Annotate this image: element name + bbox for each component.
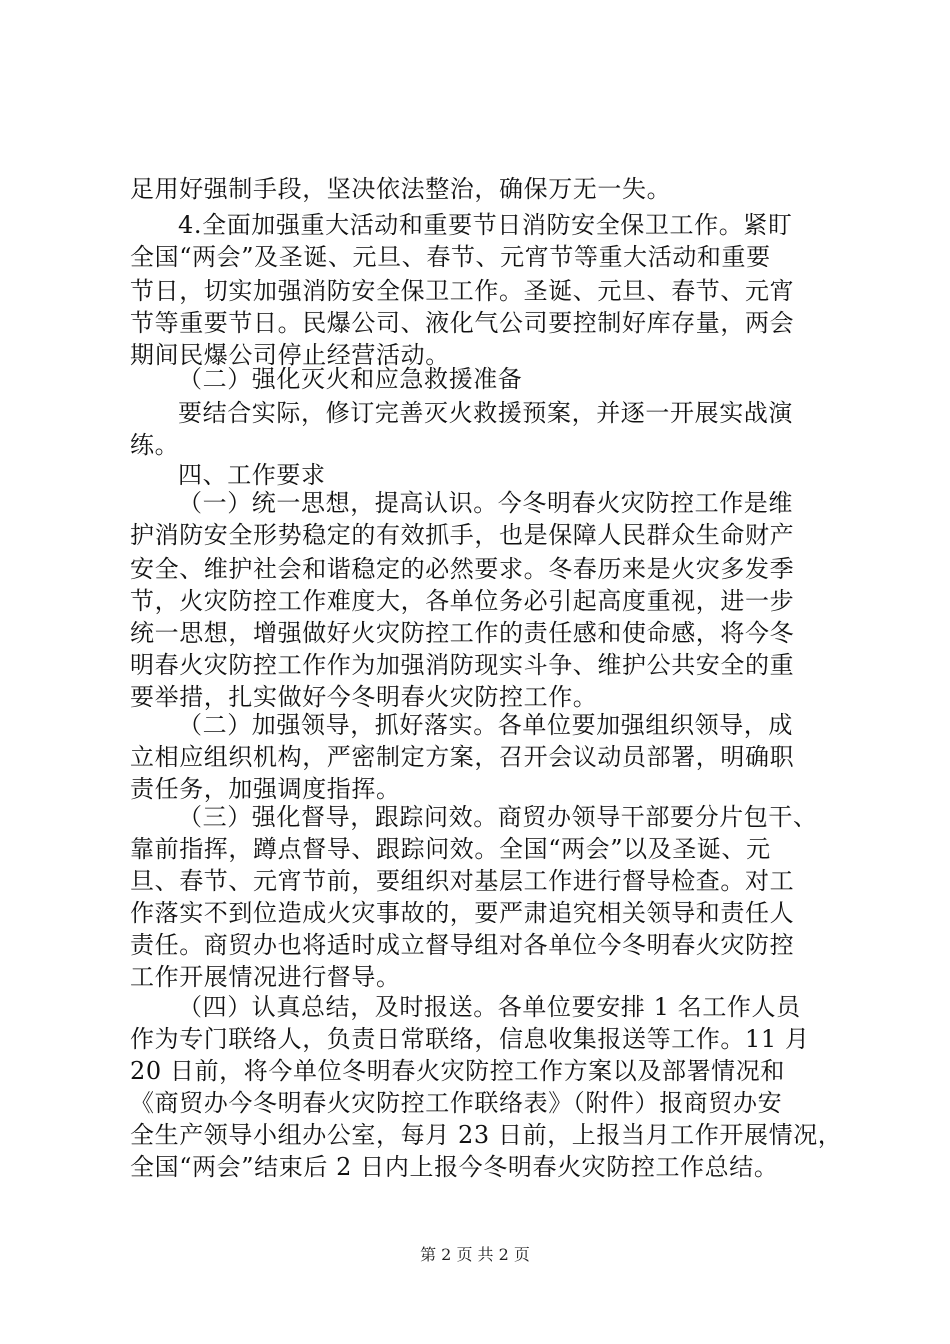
text-line: 立相应组织机构，严密制定方案，召开会议动员部署，明确职	[130, 743, 795, 771]
text-line: 《商贸办今冬明春火灾防控工作联络表》（附件）报商贸办安	[130, 1089, 783, 1117]
text-line: 责任务，加强调度指挥。	[130, 775, 401, 803]
text-line: 节日，切实加强消防安全保卫工作。圣诞、元旦、春节、元宵	[130, 277, 795, 305]
text-line: 20 日前，将今单位冬明春火灾防控工作方案以及部署情况和	[130, 1057, 785, 1085]
text-line: 足用好强制手段，坚决依法整治，确保万无一失。	[130, 175, 672, 203]
text-line: 全国“两会”及圣诞、元旦、春节、元宵节等重大活动和重要	[130, 243, 771, 271]
text-line: （二）强化灭火和应急救援准备	[178, 365, 523, 393]
text-line: 责任。商贸办也将适时成立督导组对各单位今冬明春火灾防控	[130, 931, 795, 959]
text-line: 四、工作要求	[178, 461, 326, 489]
text-line: （四）认真总结，及时报送。各单位要安排 1 名工作人员	[178, 993, 801, 1021]
page-footer: 第 2 页 共 2 页	[420, 1245, 530, 1264]
text-line: 统一思想，增强做好火灾防控工作的责任感和使命感，将今冬	[130, 619, 795, 647]
text-line: （三）强化督导，跟踪问效。商贸办领导干部要分片包干、	[178, 803, 818, 831]
text-line: 旦、春节、元宵节前，要组织对基层工作进行督导检查。对工	[130, 867, 795, 895]
text-line: 工作开展情况进行督导。	[130, 963, 401, 991]
text-line: 作落实不到位造成火灾事故的，要严肃追究相关领导和责任人	[130, 899, 795, 927]
text-line: 练。	[130, 431, 180, 459]
text-line: 节等重要节日。民爆公司、液化气公司要控制好库存量，两会	[130, 309, 795, 337]
text-line: 作为专门联络人，负责日常联络，信息收集报送等工作。11 月	[130, 1025, 810, 1053]
text-line: 节，火灾防控工作难度大，各单位务必引起高度重视，进一步	[130, 587, 795, 615]
text-line: 要举措，扎实做好今冬明春火灾防控工作。	[130, 683, 598, 711]
text-line: 靠前指挥，蹲点督导、跟踪问效。全国“两会”以及圣诞、元	[130, 835, 771, 863]
text-line: 要结合实际，修订完善灭火救援预案，并逐一开展实战演	[178, 399, 793, 427]
text-line: 全生产领导小组办公室，每月 23 日前，上报当月工作开展情况，	[130, 1121, 843, 1149]
text-line: 护消防安全形势稳定的有效抓手，也是保障人民群众生命财产	[130, 521, 795, 549]
text-line: 期间民爆公司停止经营活动。	[130, 341, 450, 369]
text-line: 4.全面加强重大活动和重要节日消防安全保卫工作。紧盯	[178, 211, 793, 239]
text-line: （二）加强领导，抓好落实。各单位要加强组织领导，成	[178, 711, 793, 739]
text-line: （一）统一思想，提高认识。今冬明春火灾防控工作是维	[178, 489, 793, 517]
text-line: 全国“两会”结束后 2 日内上报今冬明春火灾防控工作总结。	[130, 1153, 779, 1181]
text-line: 明春火灾防控工作作为加强消防现实斗争、维护公共安全的重	[130, 651, 795, 679]
text-line: 安全、维护社会和谐稳定的必然要求。冬春历来是火灾多发季	[130, 555, 795, 583]
